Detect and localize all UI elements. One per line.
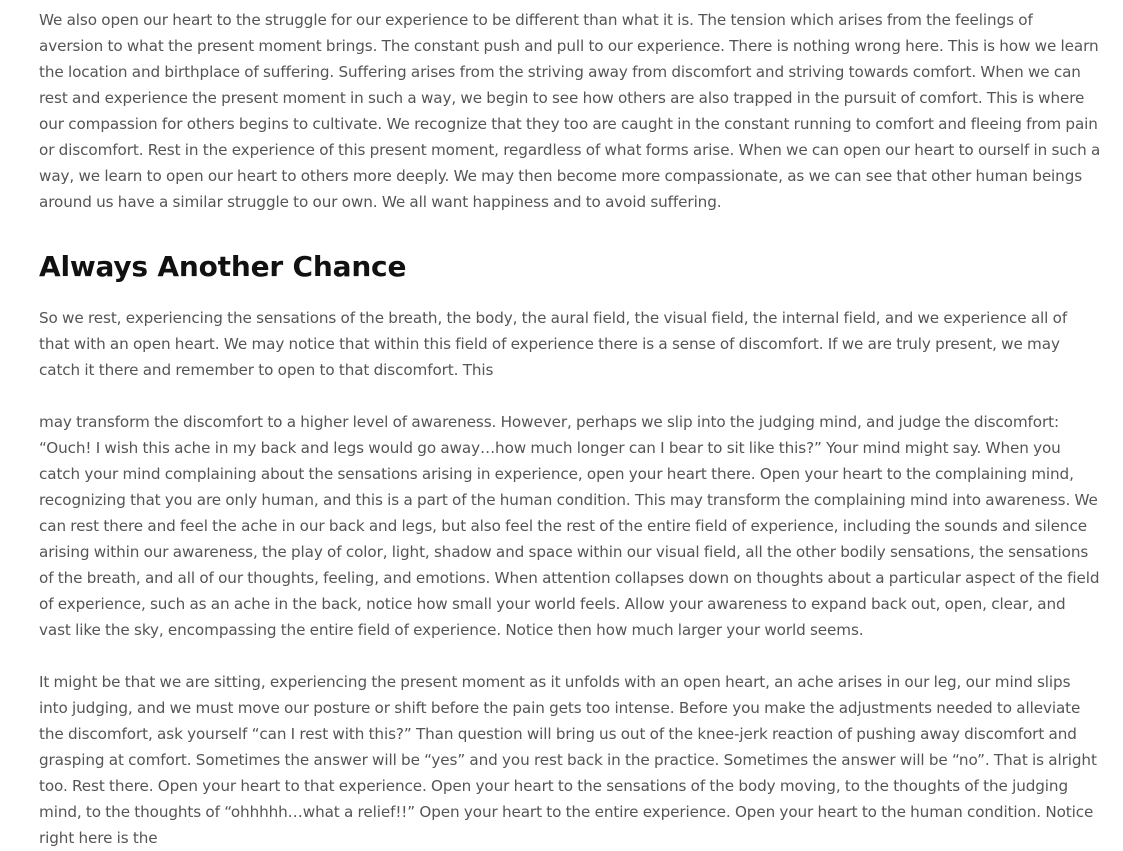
section-paragraph-1: So we rest, experiencing the sensations of the breath, the body, the aural field, the visual field, the internal field, and we experience all of that with an open heart. We may notice that within this field of experience there is a sense of discomfort. If we are truly present, we may catch it there and remember to open to that discomfort. This <box>39 309 1068 379</box>
section-paragraph-3: It might be that we are sitting, experiencing the present moment as it unfolds with an open heart, an ache arises in our leg, our mind slips into judging, and we must move our posture or shift before the pain gets too intense. Before you make the adjustments needed to alleviate the discomfort, ask yourself “can I rest with this?” Than question will bring us out of the knee-jerk reaction of pushing away discomfort and grasping at comfort. Sometimes the answer will be “yes” and you rest back in the practice. Sometimes the answer will be “no”. That is alright too. Rest there. Open your heart to that experience. Open your heart to the sensations of the body moving, to the thoughts of the judging mind, to the thoughts of “ohhhhh…what a relief!!” Open your heart to the entire experience. Open your heart to the human condition. Notice right here is the <box>39 673 1097 847</box>
intro-paragraph: We also open our heart to the struggle for our experience to be different than what it is. The tension which arises from the feelings of aversion to what the present moment brings. The constant push and pull to our experience. There is nothing wrong here. This is how we learn the location and birthplace of suffering. Suffering arises from the striving away from discomfort and striving towards comfort. When we can rest and experience the present moment in such a way, we begin to see how others are also trapped in the pursuit of comfort. This is where our compassion for others begins to cultivate. We recognize that they too are caught in the constant running to comfort and fleeing from pain or discomfort. Rest in the experience of this present moment, regardless of what forms arise. When we can open our heart to ourself in such a way, we learn to open our heart to others more deeply. We may then become more compassionate, as we can see that other human beings around us have a similar struggle to our own. We all want happiness and to avoid suffering. <box>39 11 1101 211</box>
article-content <box>39 7 1101 851</box>
section-paragraph-2: may transform the discomfort to a higher level of awareness. However, perhaps we slip into the judging mind, and judge the discomfort: “Ouch! I wish this ache in my back and legs would go away…how much longer can I bear to sit like this?” Your mind might say. When you catch your mind complaining about the sensations arising in experience, open your heart there. Open your heart to the complaining mind, recognizing that you are only human, and this is a part of the human condition. This may transform the complaining mind into awareness. We can rest there and feel the ache in our back and legs, but also feel the rest of the entire field of experience, including the sounds and silence arising within our awareness, the play of color, light, shadow and space within our visual field, all the other bodily sensations, the sensations of the breath, and all of our thoughts, feeling, and emotions. When attention collapses down on thoughts about a particular aspect of the field of experience, such as an ache in the back, notice how small your world feels. Allow your awareness to expand back out, open, clear, and vast like the sky, encompassing the entire field of experience. Notice then how much larger your world seems. <box>39 413 1100 639</box>
section-heading: Always Another Chance <box>39 250 407 283</box>
